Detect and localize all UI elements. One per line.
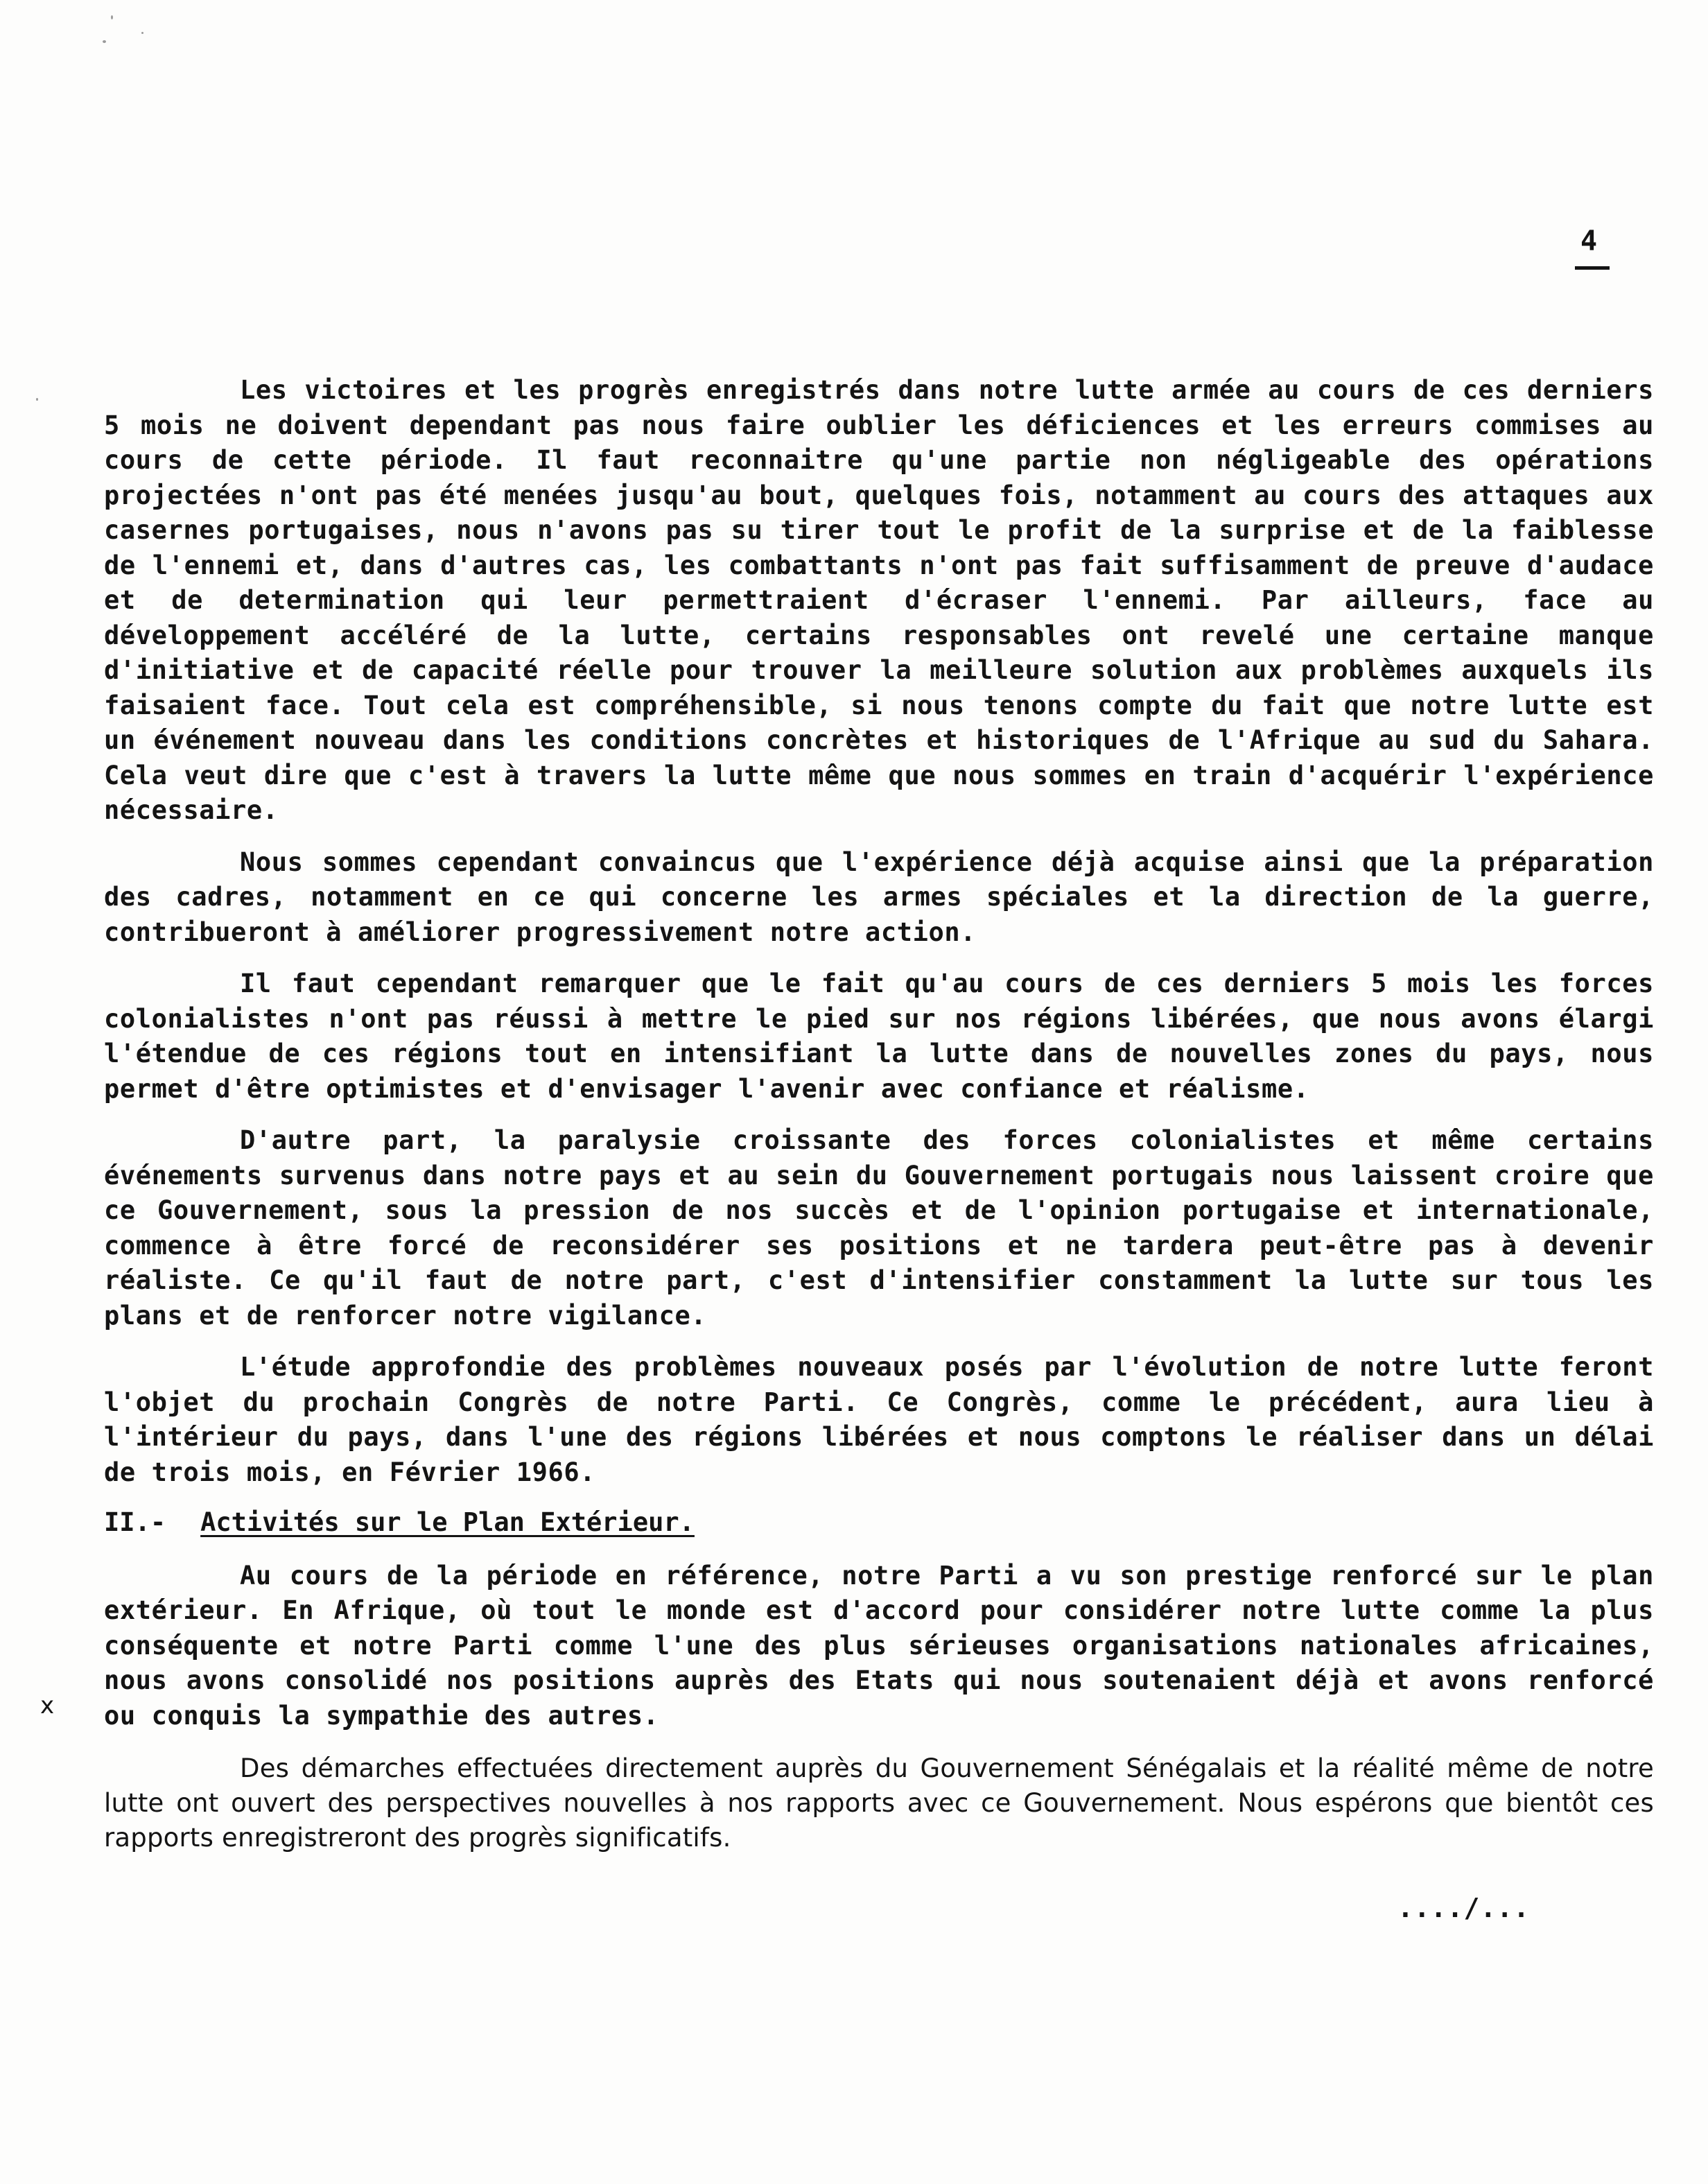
body-text bbox=[104, 373, 1654, 1855]
section-paragraph-1: Au cours de la période en référence, notre Parti a vu son prestige renforcé sur le plan extérieur. En Afrique, où tout le monde est d'accord pour considérer notre lutte comme la plus conséquente et notre Parti comme l'une des plus sérieuses organisations nationales africaines, nous avons consolidé nos positions auprès des Etats qui nous soutenaient déjà et avons renforcé ou conquis la sympathie des autres. bbox=[104, 1560, 1654, 1731]
paragraph-3: Il faut cependant remarquer que le fait qu'au cours de ces derniers 5 mois les forces colonialistes n'ont pas réussi à mettre le pied sur nos régions libérées, que nous avons élargi l'étendue de ces régions tout en intensifiant la lutte dans de nouvelles zones du pays, nous permet d'être optimistes et d'envisager l'avenir avec confiance et réalisme. bbox=[104, 969, 1654, 1104]
closing-paragraph: Des démarches effectuées directement auprès du Gouvernement Sénégalais et la réalité même de notre lutte ont ouvert des perspectives nouvelles à nos rapports avec ce Gouvernement. Nous espérons que bientôt ces rapports enregistreront des progrès significatifs. bbox=[104, 1753, 1654, 1853]
paragraph-5: L'étude approfondie des problèmes nouveaux posés par l'évolution de notre lutte feront l'objet du prochain Congrès de notre Parti. Ce Congrès, comme le précédent, aura lieu à l'intérieur du pays, dans l'une des régions libérées et nous comptons le réaliser dans un délai de trois mois, en Février 1966. bbox=[104, 1352, 1654, 1487]
paragraph-1: Les victoires et les progrès enregistrés dans notre lutte armée au cours de ces derniers 5 mois ne doivent dependant pas nous faire oublier les déficiences et les erreurs commises au cours de cette période. Il faut reconnaitre qu'une partie non négligeable des opérations projectées n'ont pas été menées jusqu'au bout, quelques fois, notamment au cours des attaques aux casernes portugaises, nous n'avons pas su tirer tout le profit de la surprise et de la faiblesse de l'ennemi et, dans d'autres cas, les combattants n'ont pas fait suffisamment de preuve d'audace et de determination qui leur permettraient d'écraser l'ennemi. Par ailleurs, face au développement accéléré de la lutte, certains responsables ont revelé une certaine manque d'initiative et de capacité réelle pour trouver la meilleure solution aux problèmes auxquels ils faisaient face. Tout cela est compréhensible, si nous tenons compte du fait que notre lutte est un événement nouveau dans les conditions concrètes et historiques de l'Afrique au sud du Sahara. Cela veut dire que c'est à travers la lutte même que nous sommes en train d'acquérir l'expérience nécessaire. bbox=[104, 375, 1654, 825]
section-number: II.- bbox=[104, 1507, 166, 1537]
paragraph-4: D'autre part, la paralysie croissante des forces colonialistes et même certains événements survenus dans notre pays et au sein du Gouvernement portugais nous laissent croire que ce Gouvernement, sous la pression de nos succès et de l'opinion portugaise et internationale, commence à être forcé de reconsidérer ses positions et ne tardera peut-être pas à devenir réaliste. Ce qu'il faut de notre part, c'est d'intensifier constamment la lutte sur tous les plans et de renforcer notre vigilance. bbox=[104, 1125, 1654, 1331]
page-number-underline bbox=[1575, 266, 1610, 270]
faded-typed-line bbox=[104, 1490, 1654, 1505]
paragraph-2: Nous sommes cependant convaincus que l'expérience déjà acquise ainsi que la préparation des cadres, notamment en ce qui concerne les armes spéciales et la direction de la guerre, contribueront à améliorer progressivement notre action. bbox=[104, 847, 1654, 947]
scan-speck bbox=[103, 40, 106, 43]
section-title: Activités sur le Plan Extérieur. bbox=[200, 1507, 695, 1537]
margin-mark: x bbox=[40, 1692, 55, 1719]
section-heading bbox=[104, 1505, 1654, 1541]
scan-speck bbox=[141, 32, 143, 34]
scan-speck bbox=[36, 398, 38, 401]
scan-speck bbox=[111, 15, 113, 19]
continuation-marker: ..../... bbox=[1397, 1893, 1531, 1923]
page-number: 4 bbox=[1580, 225, 1598, 257]
